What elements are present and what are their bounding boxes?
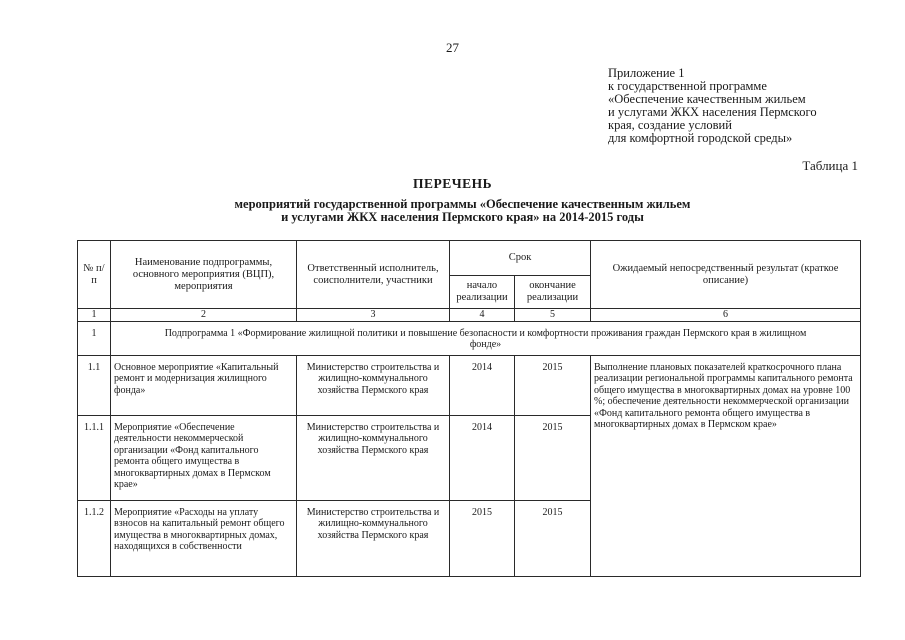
appendix-line: Приложение 1 <box>608 66 685 80</box>
subprogram-number: 1 <box>78 321 111 355</box>
row-number: 1.1.2 <box>78 500 111 576</box>
row-end-year: 2015 <box>515 415 591 500</box>
appendix-line: «Обеспечение качественным жильем <box>608 92 806 106</box>
column-number: 4 <box>450 309 515 322</box>
header-term: Срок <box>450 241 591 276</box>
column-number: 6 <box>591 309 861 322</box>
row-start-year: 2014 <box>450 355 515 415</box>
header-executor: Ответственный исполнитель, соисполнители, участники <box>297 241 450 309</box>
page-number: 27 <box>446 40 459 55</box>
table-label: Таблица 1 <box>802 158 858 173</box>
column-number: 2 <box>111 309 297 322</box>
appendix-line: и услугами ЖКХ населения Пермского <box>608 105 817 119</box>
document-subtitle <box>0 198 905 224</box>
appendix-line: для комфортной городской среды» <box>608 131 793 145</box>
measures-table <box>77 240 861 577</box>
header-result: Ожидаемый непосредственный результат (краткое описание) <box>591 241 861 309</box>
subprogram-row <box>78 321 861 355</box>
row-end-year: 2015 <box>515 500 591 576</box>
expected-result: Выполнение плановых показателей краткосрочного плана реализации региональной программы капитального ремонта общего имущества в многоквартирных домах на уровне 100 %; обеспечение деятельности некоммерческой организации «Фонд капитального ремонта общего имущества в многоквартирных домах в Пермском крае» <box>591 355 861 576</box>
document-title: ПЕРЕЧЕНЬ <box>412 176 493 191</box>
row-end-year: 2015 <box>515 355 591 415</box>
column-number: 1 <box>78 309 111 322</box>
appendix-note <box>608 67 888 145</box>
column-number: 5 <box>515 309 591 322</box>
subtitle-line: мероприятий государственной программы «Обеспечение качественным жильем <box>234 197 691 211</box>
column-number-row <box>78 309 861 322</box>
row-name: Мероприятие «Обеспечение деятельности некоммерческой организации «Фонд капитального ремонта общего имущества в многоквартирных домах в Пермском крае» <box>111 415 297 500</box>
subprogram-title: Подпрограмма 1 «Формирование жилищной политики и повышение безопасности и комфортности проживания граждан Пермского края в жилищном фонде» <box>111 321 861 355</box>
table-row <box>78 355 861 415</box>
row-name: Мероприятие «Расходы на уплату взносов на капитальный ремонт общего имущества в многоквартирных домах, находящихся в собственности <box>111 500 297 576</box>
row-start-year: 2014 <box>450 415 515 500</box>
header-num: № п/п <box>78 241 111 309</box>
row-executor: Министерство строительства и жилищно-коммунального хозяйства Пермского края <box>297 500 450 576</box>
row-start-year: 2015 <box>450 500 515 576</box>
row-name: Основное мероприятие «Капитальный ремонт и модернизация жилищного фонда» <box>111 355 297 415</box>
header-name: Наименование подпрограммы, основного мероприятия (ВЦП), мероприятия <box>111 241 297 309</box>
header-end: окончание реализации <box>515 276 591 309</box>
column-number: 3 <box>297 309 450 322</box>
header-row <box>78 241 861 276</box>
appendix-line: края, создание условий <box>608 118 732 132</box>
row-number: 1.1.1 <box>78 415 111 500</box>
header-start: начало реализации <box>450 276 515 309</box>
subtitle-line: и услугами ЖКХ населения Пермского края» на 2014-2015 годы <box>281 210 644 224</box>
row-executor: Министерство строительства и жилищно-коммунального хозяйства Пермского края <box>297 415 450 500</box>
row-executor: Министерство строительства и жилищно-коммунального хозяйства Пермского края <box>297 355 450 415</box>
row-number: 1.1 <box>78 355 111 415</box>
appendix-line: к государственной программе <box>608 79 767 93</box>
